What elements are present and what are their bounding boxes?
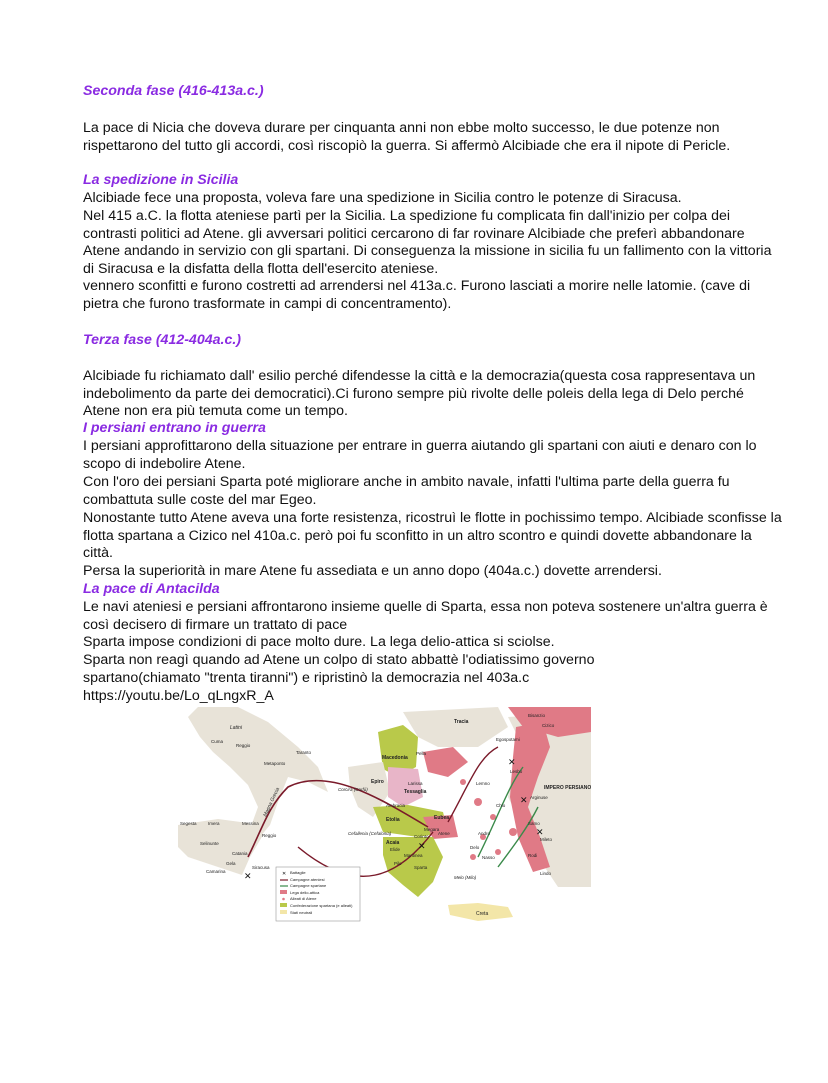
svg-text:✕: ✕ [282,871,287,877]
section-title-terza-fase: Terza fase (412-404a.c.) [83,332,241,348]
svg-text:✕: ✕ [418,841,426,851]
label-corcira: Corcira (Corfù) [338,787,368,792]
label-etolia: Etolia [386,817,400,823]
label-magna-grecia: Magna Grecia [262,786,282,818]
label-eubea: Eubea [434,815,450,821]
section-title-spedizione-sicilia: La spedizione in Sicilia [83,172,239,188]
label-siracusa: Siracusa [252,865,270,870]
label-atene: Atene [438,831,450,836]
label-larissa: Larissa [408,781,423,786]
label-acaia: Acaia [386,840,400,846]
label-imera: Imera [208,821,220,826]
label-chio: Chio [496,803,506,808]
label-nasso: Nasso [482,855,495,860]
legend-allies: Alleati di Atene [290,896,317,901]
paragraph-persiani-4: Persa la superiorità in mare Atene fu assediata e un anno dopo (404a.c.) dovette arrendersi. [83,563,662,579]
label-camarina: Camarina [206,869,226,874]
svg-text:✕: ✕ [536,827,544,837]
paragraph-sicilia-1: Alcibiade fece una proposta, voleva fare una spedizione in Sicilia contro le potenze di Siracusa. [83,190,682,206]
label-selinunte: Selinunte [200,841,219,846]
label-messina: Messina [242,821,259,826]
label-pella: Pella [416,751,427,756]
label-reggio-n: Reggio [236,743,251,748]
label-delo: Delo [470,845,480,850]
section-title-persiani: I persiani entrano in guerra [83,420,266,436]
label-pilo: Pilo [394,861,402,866]
legend-sparta-campaigns: Campagne spartane [290,883,327,888]
label-gela: Gela [226,861,236,866]
label-segesta: Segesta [180,821,197,826]
paragraph-sicilia-2: Nel 415 a.C. la flotta ateniese partì per la Sicilia. La spedizione fu complicata fin dall'inizio per colpa dei contrasti politici ad Atene. gli avversari politici cercarono di far rovinare Alcibiade che preferì abbandonare Atene andando in servizio con gli spartani. Di conseguenza la missione in sicilia fu un fallimento con la vittoria di Siracusa e la disfatta della flotta dell'esercito ateniese. [83,208,772,277]
label-andro: Andro [478,831,491,836]
label-mileto: Mileto [540,837,553,842]
label-cuma: Cuma [211,739,224,744]
label-macedonia: Macedonia [382,755,408,761]
paragraph-antalcida-1: Le navi ateniesi e persiani affrontarono insieme quelle di Sparta, essa non poteva sostenere un'altra guerra è così decisero di firmare un trattato di pace [83,599,768,633]
legend-battles: Battaglie [290,870,306,875]
label-melo: Melo (Milo) [454,875,477,880]
label-rodi: Rodi [528,853,538,858]
label-impero: IMPERO PERSIANO [544,785,591,791]
map-legend [276,867,360,921]
section-title-pace-antalcida: La pace di Antacilda [83,581,220,597]
label-latini: Latini [230,725,242,731]
label-bisanzio: Bisanzio [528,713,546,718]
map-image [178,707,591,931]
label-ambracia: Ambracia [386,803,406,808]
label-elide: Elide [390,847,401,852]
svg-text:✕: ✕ [244,871,252,881]
label-creta: Creta [476,911,489,917]
paragraph-antalcida-3: Sparta non reagì quando ad Atene un colpo di stato abbattè l'odiatissimo governo spartano(chiamato "trenta tiranni") e ripristinò la democrazia nel 403a.c [83,652,595,686]
section-title-seconda-fase: Seconda fase (416-413a.c.) [83,83,264,99]
legend-athens-campaigns: Campagne ateniesi [290,877,325,882]
label-tracia: Tracia [454,719,469,725]
svg-text:✕: ✕ [520,795,528,805]
paragraph-sicilia-3: vennero sconfitti e furono costretti ad arrendersi nel 413a.c. Furono lasciati a morire nelle latomie. (cave di pietra che furono trasformate in campi di concentramento). [83,278,751,312]
label-taranto: Taranto [296,750,312,755]
paragraph-persiani-3: Nonostante tutto Atene aveva una forte resistenza, ricostruì le flotte in pochissimo tempo. Alcibiade sconfisse la flotta spartana a Cizico nel 410a.c. però poi fu sconfitto in un altro scontro e quindi dovette abbandonare la città. [83,510,782,562]
paragraph-terza-fase: Alcibiade fu richiamato dall' esilio perché difendesse la città e la democrazia(questa cosa rappresentava un indebolimento da parte dei democratici).Ci furono sempre più rivolte delle poleis della lega di Delo perché Atene non era più temuta come un tempo. [83,368,756,420]
label-lemno: Lemno [476,781,490,786]
paragraph-seconda-fase: La pace di Nicia che doveva durare per cinquanta anni non ebbe molto successo, le due potenze non rispettarono del tutto gli accordi, così riscopiò la guerra. Si affermò Alcibiade che era il nipote di Pericle. [83,120,731,154]
label-corinto: Corinto [414,834,429,839]
legend-peloponnesian: Confederazione spartana (e alleati) [290,903,353,908]
svg-text:✕: ✕ [508,757,516,767]
label-sparta: Sparta [414,865,428,870]
paragraph-persiani-2: Con l'oro dei persiani Sparta poté migliorare anche in ambito navale, infatti l'ultima parte della guerra fu combattuta sulle coste del mar Egeo. [83,474,730,508]
label-megara: Megara [424,827,440,832]
label-samo: Samo [528,821,540,826]
label-catania: Catania [232,851,248,856]
label-cizico: Cizico [542,723,555,728]
label-mantinea: Mantinea [404,853,423,858]
legend-delian: Lega delio-attica [290,890,320,895]
paragraph-antalcida-2: Sparta impose condizioni di pace molto dure. La lega delio-attica si sciolse. [83,634,555,650]
label-metaponto: Metaponto [264,761,286,766]
label-cefallenia: Cefallenia (Cefalonia) [348,831,392,836]
label-egospotami: Egospotami [496,737,520,742]
paragraph-persiani-1: I persiani approfittarono della situazione per entrare in guerra aiutando gli spartani con aiuti e denaro con lo scopo di indebolire Atene. [83,438,757,472]
label-tessaglia: Tessaglia [404,789,427,795]
video-link[interactable]: https://youtu.be/Lo_qLngxR_A [83,688,274,704]
label-arginuse: Arginuse [530,795,548,800]
label-epiro: Epiro [371,779,384,785]
label-lesbo: Lesbo [510,769,523,774]
label-lindo: Lindo [540,871,552,876]
label-reggio-s: Reggio [262,833,277,838]
legend-neutral: Stati neutrali [290,910,313,915]
